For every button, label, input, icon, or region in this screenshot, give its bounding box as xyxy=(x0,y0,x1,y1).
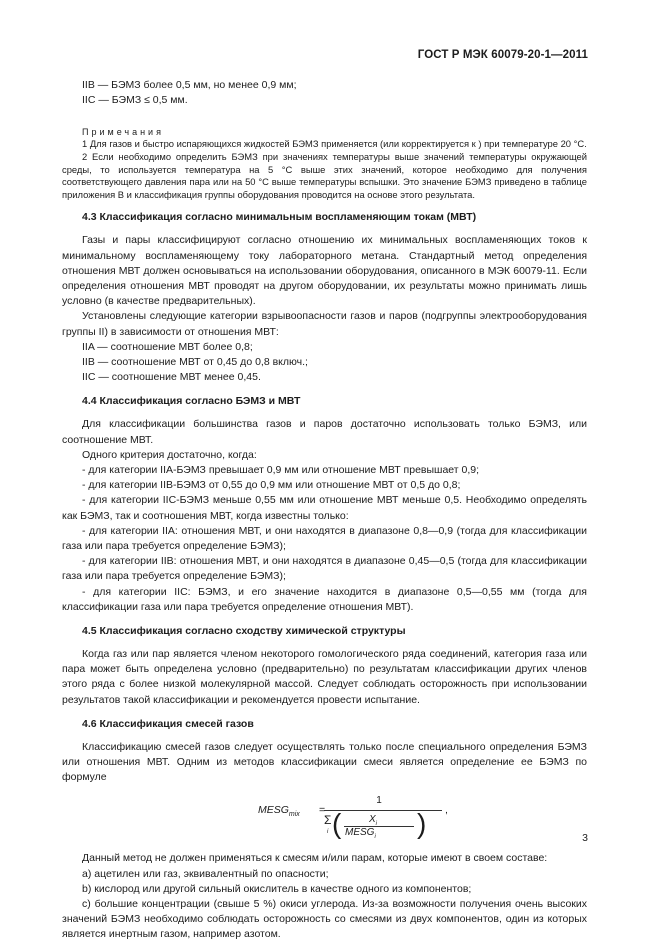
section-4-6-line-c: с) большие концентрации (свыше 5 %) окиси углерода. Из-за возможности получения очень высоких значений БЭМЗ необходимо соблюдать осторожность со смесями из двух компонентов, один из которых является инертным газом, например азотом. xyxy=(62,898,587,941)
section-4-6-line-b: b) кислород или другой сильный окислитель в качестве одного из компонентов; xyxy=(82,882,472,895)
formula-right-paren: ) xyxy=(417,808,427,840)
section-4-4-paragraph-2: Одного критерия достаточно, когда: xyxy=(82,448,257,461)
section-4-4-line-1: - для категории IIA-БЭМЗ превышает 0,9 мм или отношение МВТ превышает 0,9; xyxy=(82,464,480,477)
section-4-6-paragraph-1: Классификацию смесей газов следует осуществлять только после специального определения БЭМЗ или отношения МВТ. Одним из методов классификации смеси является определение ее БЭМЗ по формуле xyxy=(62,740,587,784)
intro-line-iib: IIB — БЭМЗ более 0,5 мм, но менее 0,9 мм; xyxy=(82,79,297,91)
section-4-5-paragraph-1: Когда газ или пар является членом некоторого гомологического ряда соединений, категория газа или пара может быть определена условно (предварительно) по результатам классификации других членов этого ряда с более низкой молекулярной массой. Следует соблюдать осторожность при использовании результатов такой классификации и рекомендуется провести испытание. xyxy=(62,648,587,706)
note-1: 1 Для газов и быстро испаряющихся жидкостей БЭМЗ применяется (или корректируется к ) при температуре 20 °С. xyxy=(82,138,587,150)
formula-numerator: 1 xyxy=(376,795,382,807)
section-4-4-paragraph-1: Для классификации большинства газов и паров достаточно использовать только БЭМЗ, или соотношение МВТ. xyxy=(62,418,587,446)
formula-comma: , xyxy=(445,804,448,817)
formula-lhs-subscript: mix xyxy=(288,811,300,819)
formula-x-symbol: X xyxy=(369,814,376,826)
section-4-6-heading: 4.6 Классификация смесей газов xyxy=(82,717,254,730)
section-4-6-paragraph-2: Данный метод не должен применяться к смесям и/или парам, которые имеют в своем составе: xyxy=(82,852,548,865)
section-4-6-line-a: а) ацетилен или газ, эквивалентный по опасности; xyxy=(82,867,329,880)
section-4-5-heading: 4.5 Классификация согласно сходству химической структуры xyxy=(82,625,406,638)
formula-x-subscript: i xyxy=(375,821,378,828)
formula-lhs-symbol: MESG xyxy=(258,804,289,817)
section-4-4-heading: 4.4 Классификация согласно БЭМЗ и МВТ xyxy=(82,395,301,408)
section-4-3-line-iia: IIA — соотношение МВТ более 0,8; xyxy=(82,340,253,353)
formula-mesg-symbol: MESG xyxy=(345,827,375,839)
formula-sigma-index: i xyxy=(327,829,329,836)
section-4-4-line-6: - для категории IIC: БЭМЗ, и его значение находится в диапазоне 0,5—0,55 мм (тогда для классификации газа или пара требуется определение отношения МВТ). xyxy=(62,585,587,613)
section-4-4-line-2: - для категории IIB-БЭМЗ от 0,55 до 0,9 мм или отношение МВТ от 0,5 до 0,8; xyxy=(82,479,461,492)
formula-mesg-term xyxy=(345,827,376,840)
page-number: 3 xyxy=(582,832,588,844)
formula-equals: = xyxy=(319,804,326,817)
mesg-mix-formula xyxy=(62,795,587,845)
section-4-3-paragraph-2: Установлены следующие категории взрывоопасности газов и паров (подгруппы электрооборудования группы II) в зависимости от отношения МВТ: xyxy=(62,310,587,338)
formula-sigma: Σ xyxy=(324,813,332,828)
page-content xyxy=(62,78,587,943)
note-2: 2 Если необходимо определить БЭМЗ при значениях температуры выше значений температуры окружающей среды, то используется температура на 5 °С выше этих значений, которое необходимо для получения соответствующего давления пара или на 50 °С выше температуры вспышки. Это значение БЭМЗ приведено в таблице приложения В и классификация группы оборудования проводится на основе этого результата. xyxy=(62,151,587,200)
formula-left-paren: ( xyxy=(332,808,342,840)
section-4-4-line-3: - для категории IIC-БЭМЗ меньше 0,55 мм или отношение МВТ меньше 0,5. Необходимо определять как БЭМЗ, так и соотношения МВТ, когда известны только: xyxy=(62,494,587,522)
section-4-4-line-5: - для категории IIB: отношения МВТ, и они находятся в диапазоне 0,45—0,5 (тогда для классификации газа или пара требуется определение БЭМЗ); xyxy=(62,555,587,583)
standard-header: ГОСТ Р МЭК 60079-20-1—2011 xyxy=(417,49,588,61)
notes-title: Примечания xyxy=(82,127,164,138)
section-4-3-line-iib: IIB — соотношение МВТ от 0,45 до 0,8 включ.; xyxy=(82,356,308,368)
intro-line-iic: IIC — БЭМЗ ≤ 0,5 мм. xyxy=(82,94,188,107)
section-4-3-paragraph-1: Газы и пары классифицируют согласно отношению их минимальных воспламеняющих токов к минимальному воспламеняющему току лабораторного метана. Стандартный метод определения отношения МВТ должен основываться на использовании оборудования, описанного в МЭК 60079-11. Если определения отношения МВТ проводят на другом оборудовании, их результаты можно принимать лишь условно (в качестве предварительных). xyxy=(62,234,587,308)
formula-mesg-subscript: i xyxy=(374,834,376,841)
formula-lhs xyxy=(258,804,300,818)
section-4-3-heading: 4.3 Классификация согласно минимальным воспламеняющим токам (МВТ) xyxy=(82,211,477,224)
section-4-4-line-4: - для категории IIA: отношения МВТ, и они находятся в диапазоне 0,8—0,9 (тогда для классификации газа или пара требуется определение БЭМЗ); xyxy=(62,524,587,553)
section-4-3-line-iic: IIC — соотношение МВТ менее 0,45. xyxy=(82,371,261,384)
